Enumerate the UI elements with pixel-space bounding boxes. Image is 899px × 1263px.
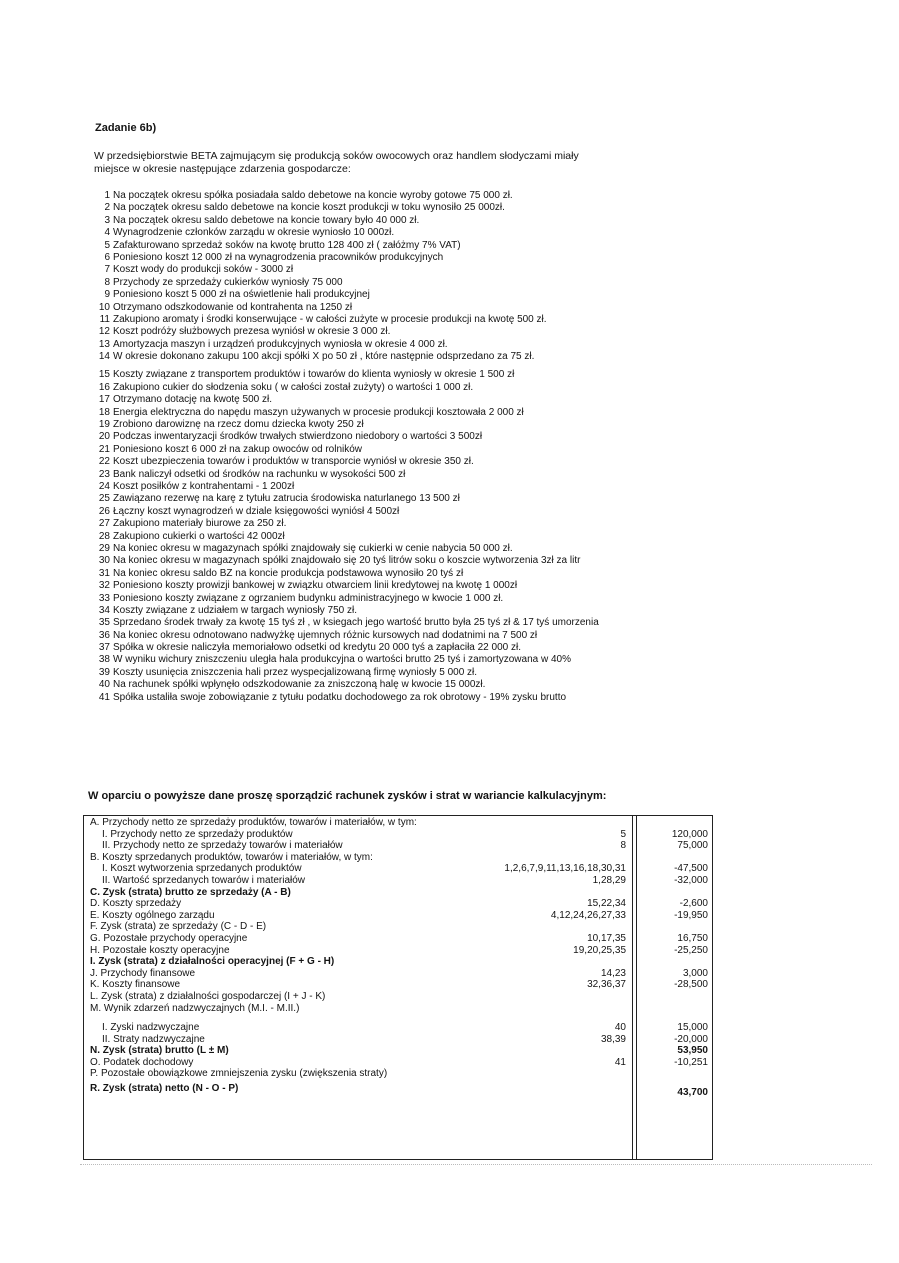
event-number: 19 xyxy=(98,419,110,431)
event-number: 2 xyxy=(104,202,110,214)
list-item xyxy=(94,302,599,314)
event-text: Na początek okresu saldo debetowe na koncie towary było 40 000 zł. xyxy=(113,214,420,226)
row-ref: 15,22,34 xyxy=(587,898,626,910)
event-number: 10 xyxy=(98,301,110,313)
event-number: 14 xyxy=(98,351,110,363)
event-text: Spółka w okresie naliczyła memoriałowo odsetki od kredytu 20 000 tyś a zapłaciła 22 000 zł. xyxy=(113,642,521,654)
table-row xyxy=(84,956,712,968)
event-text: Zafakturowano sprzedaż soków na kwotę brutto 128 400 zł ( załóżmy 7% VAT) xyxy=(113,239,461,251)
event-text: Zakupiono materiały biurowe za 250 zł. xyxy=(113,518,287,530)
row-amount: -19,950 xyxy=(674,909,708,921)
event-text: Na koniec okresu w magazynach spółki znajdowały się cukierki w cenie nabycia 50 000 zł. xyxy=(113,542,513,554)
event-number: 36 xyxy=(98,629,110,641)
event-text: Na koniec okresu w magazynach spółki znajdowało się 20 tyś litrów soku o koszcie wytworzenia 3zł za litr xyxy=(113,555,581,567)
row-ref: 1,28,29 xyxy=(592,874,626,886)
row-amount: 15,000 xyxy=(677,1022,708,1034)
table-row xyxy=(84,1045,712,1057)
event-number: 31 xyxy=(98,567,110,579)
row-amount: -20,000 xyxy=(674,1033,708,1045)
event-text: Na początek okresu spółka posiadała saldo debetowe na koncie wyroby gotowe 75 000 zł. xyxy=(113,190,513,201)
table-row xyxy=(84,852,712,864)
event-number: 38 xyxy=(98,654,110,666)
list-item xyxy=(94,456,599,468)
row-ref: 8 xyxy=(620,840,626,852)
statement-rows xyxy=(84,817,712,1098)
event-number: 22 xyxy=(98,456,110,468)
event-text: Łączny koszt wynagrodzeń w dziale księgowości wyniósł 4 500zł xyxy=(113,505,400,517)
list-item xyxy=(94,481,599,493)
list-item xyxy=(94,431,599,443)
table-row xyxy=(84,991,712,1003)
event-number: 39 xyxy=(98,666,110,678)
table-row xyxy=(84,921,712,933)
list-item xyxy=(94,407,599,419)
row-ref: 40 xyxy=(614,1022,626,1034)
table-row xyxy=(84,875,712,887)
intro-paragraph: W przedsiębiorstwie BETA zajmującym się produkcją soków owocowych oraz handlem słodyczami miały miejsce w okresie następujące zdarzenia gospodarcze: xyxy=(94,150,579,175)
event-number: 3 xyxy=(104,214,110,226)
list-item xyxy=(94,227,599,239)
list-item xyxy=(94,667,599,679)
row-label: F. Zysk (strata) ze sprzedaży (C - D - E) xyxy=(90,921,267,933)
row-label: R. Zysk (strata) netto (N - O - P) xyxy=(90,1083,239,1095)
list-item xyxy=(94,252,599,264)
list-item xyxy=(94,555,599,567)
event-text: Wynagrodzenie członków zarządu w okresie wyniosło 10 000zł. xyxy=(113,227,395,239)
event-number: 40 xyxy=(98,679,110,691)
event-text: Zakupiono cukierki o wartości 42 000zł xyxy=(113,530,285,542)
event-number: 16 xyxy=(98,381,110,393)
row-amount: -32,000 xyxy=(674,874,708,886)
row-amount: -2,600 xyxy=(679,898,708,910)
row-label: I. Zysk (strata) z działalności operacyjnej (F + G - H) xyxy=(90,956,335,968)
row-label: I. Koszt wytworzenia sprzedanych produktów xyxy=(102,863,302,875)
table-row xyxy=(84,1068,712,1080)
list-item xyxy=(94,382,599,394)
list-item xyxy=(94,289,599,301)
list-item xyxy=(94,605,599,617)
table-row xyxy=(84,1003,712,1015)
row-label: N. Zysk (strata) brutto (L ± M) xyxy=(90,1045,229,1057)
event-text: Przychody ze sprzedaży cukierków wyniosły 75 000 xyxy=(113,276,343,288)
row-label: II. Przychody netto ze sprzedaży towarów i materiałów xyxy=(102,840,343,852)
event-number: 11 xyxy=(99,313,110,325)
event-text: Poniesiono koszt 6 000 zł na zakup owoców od rolników xyxy=(113,443,363,455)
table-row xyxy=(84,887,712,899)
row-label: E. Koszty ogólnego zarządu xyxy=(90,909,215,921)
event-number: 5 xyxy=(104,239,110,251)
event-number: 12 xyxy=(98,326,110,338)
event-text: Na koniec okresu odnotowano nadwyżkę ujemnych różnic kursowych nad dodatnimi na 7 500 zł xyxy=(113,629,538,641)
row-label: I. Przychody netto ze sprzedaży produktów xyxy=(102,828,293,840)
event-number: 8 xyxy=(104,276,110,288)
row-ref: 19,20,25,35 xyxy=(573,944,626,956)
list-item xyxy=(94,568,599,580)
event-text: Koszt posiłków z kontrahentami - 1 200zł xyxy=(113,480,295,492)
list-item xyxy=(94,506,599,518)
event-text: Koszty związane z udziałem w targach wyniosły 750 zł. xyxy=(113,604,357,616)
table-row xyxy=(84,1022,712,1034)
table-row xyxy=(84,1057,712,1069)
row-amount: -28,500 xyxy=(674,979,708,991)
event-number: 6 xyxy=(104,251,110,263)
event-text: Sprzedano środek trwały za kwotę 15 tyś zł , w ksiegach jego wartość brutto była 25 tyś zł & 17 tyś umorzenia xyxy=(113,617,599,629)
row-label: K. Koszty finansowe xyxy=(90,979,181,991)
row-label: II. Wartość sprzedanych towarów i materiałów xyxy=(102,874,306,886)
event-text: Zakupiono aromaty i środki konserwujące - w całości zużyte w procesie produkcji na kwotę 500 zł. xyxy=(113,313,547,325)
table-row xyxy=(84,945,712,957)
row-label: II. Straty nadzwyczajne xyxy=(102,1033,205,1045)
list-item xyxy=(94,692,599,704)
row-amount: -25,250 xyxy=(674,944,708,956)
instruction-heading: W oparciu o powyższe dane proszę sporządzić rachunek zysków i strat w wariancie kalkulacyjnym: xyxy=(88,790,607,802)
row-amount: 3,000 xyxy=(682,967,708,979)
divider xyxy=(80,1164,872,1165)
list-item xyxy=(94,543,599,555)
list-item xyxy=(94,580,599,592)
list-item xyxy=(94,394,599,406)
table-row xyxy=(84,863,712,875)
row-label: P. Pozostałe obowiązkowe zmniejszenia zysku (zwiększenia straty) xyxy=(90,1068,388,1080)
event-number: 24 xyxy=(98,480,110,492)
event-text: Podczas inwentaryzacji środków trwałych stwierdzono niedobory o wartości 3 500zł xyxy=(113,431,483,443)
event-number: 33 xyxy=(98,592,110,604)
list-item xyxy=(94,314,599,326)
event-number: 23 xyxy=(98,468,110,480)
event-text: Zawiązano rezerwę na karę z tytułu zatrucia środowiska naturlanego 13 500 zł xyxy=(113,493,460,505)
event-number: 27 xyxy=(98,518,110,530)
list-item xyxy=(94,240,599,252)
event-number: 30 xyxy=(98,555,110,567)
event-number: 32 xyxy=(98,580,110,592)
list-item xyxy=(94,264,599,276)
list-item xyxy=(94,351,599,363)
event-text: Poniesiono koszt 12 000 zł na wynagrodzenia pracowników produkcyjnych xyxy=(113,251,444,263)
event-text: Bank naliczył odsetki od środków na rachunku w wysokości 500 zł xyxy=(113,468,406,480)
row-amount: 43,700 xyxy=(677,1087,708,1099)
event-number: 35 xyxy=(98,617,110,629)
event-text: Poniesiono koszty prowizji bankowej w związku otwarciem linii kredytowej na kwotę 1 000zł xyxy=(113,580,518,592)
income-statement-table xyxy=(83,815,713,1160)
row-ref: 1,2,6,7,9,11,13,16,18,30,31 xyxy=(504,863,626,875)
event-number: 9 xyxy=(104,289,110,301)
row-amount: 120,000 xyxy=(671,828,708,840)
list-item xyxy=(94,190,599,202)
event-text: Amortyzacja maszyn i urządzeń produkcyjnych wyniosła w okresie 4 000 zł. xyxy=(113,338,448,350)
event-text: Na rachunek spółki wpłynęło odszkodowanie za zniszczoną halę w kwocie 15 000zł. xyxy=(113,679,486,691)
row-label: O. Podatek dochodowy xyxy=(90,1056,194,1068)
row-label: A. Przychody netto ze sprzedaży produktów, towarów i materiałów, w tym: xyxy=(90,817,417,828)
list-item xyxy=(94,339,599,351)
row-ref: 32,36,37 xyxy=(587,979,626,991)
row-label: I. Zyski nadzwyczajne xyxy=(102,1022,200,1034)
event-number: 18 xyxy=(98,406,110,418)
event-text: Koszt podróży służbowych prezesa wyniósł w okresie 3 000 zł. xyxy=(113,326,391,338)
task-title: Zadanie 6b) xyxy=(95,122,157,134)
list-item xyxy=(94,419,599,431)
event-number: 7 xyxy=(104,264,110,276)
list-item xyxy=(94,531,599,543)
list-item xyxy=(94,202,599,214)
row-label: J. Przychody finansowe xyxy=(90,967,196,979)
event-number: 1 xyxy=(104,190,110,201)
row-amount: -47,500 xyxy=(674,863,708,875)
row-label: G. Pozostałe przychody operacyjne xyxy=(90,932,248,944)
event-text: Koszty usunięcia zniszczenia hali przez wyspecjalizowaną firmę wyniosły 5 000 zł. xyxy=(113,666,478,678)
row-label: B. Koszty sprzedanych produktów, towarów i materiałów, w tym: xyxy=(90,851,373,863)
event-text: Poniesiono koszt 5 000 zł na oświetlenie hali produkcyjnej xyxy=(113,289,370,301)
row-label: H. Pozostałe koszty operacyjne xyxy=(90,944,230,956)
row-ref: 14,23 xyxy=(600,967,626,979)
event-number: 41 xyxy=(98,691,110,703)
events-list xyxy=(94,190,599,704)
event-text: Energia elektryczna do napędu maszyn używanych w procesie produkcji kosztowała 2 000 zł xyxy=(113,406,524,418)
event-text: Zrobiono darowiznę na rzecz domu dziecka kwoty 250 zł xyxy=(113,419,364,431)
row-amount: 16,750 xyxy=(677,932,708,944)
event-text: Na początek okresu saldo debetowe na koncie koszt produkcji w toku wynosiło 25 000zł. xyxy=(113,202,505,214)
table-row xyxy=(84,817,712,829)
list-item xyxy=(94,369,599,381)
row-label: D. Koszty sprzedaży xyxy=(90,898,182,910)
row-amount: 53,950 xyxy=(677,1045,708,1057)
row-ref: 4,12,24,26,27,33 xyxy=(550,909,626,921)
list-item xyxy=(94,326,599,338)
row-ref: 10,17,35 xyxy=(587,932,626,944)
table-row xyxy=(84,933,712,945)
list-item xyxy=(94,518,599,530)
event-number: 15 xyxy=(98,369,110,381)
event-text: Zakupiono cukier do słodzenia soku ( w całości został zużyty) o wartości 1 000 zł. xyxy=(113,381,474,393)
table-row xyxy=(84,979,712,991)
table-row xyxy=(84,968,712,980)
list-item xyxy=(94,469,599,481)
event-number: 17 xyxy=(98,394,110,406)
event-text: Koszty związane z transportem produktów i towarów do klienta wyniosły w okresie 1 500 zł xyxy=(113,369,515,381)
event-number: 26 xyxy=(98,505,110,517)
row-ref: 38,39 xyxy=(600,1033,626,1045)
table-row xyxy=(84,1034,712,1046)
event-text: Koszt ubezpieczenia towarów i produktów w transporcie wyniósł w okresie 350 zł. xyxy=(113,456,474,468)
event-number: 34 xyxy=(98,604,110,616)
event-text: Otrzymano dotację na kwotę 500 zł. xyxy=(113,394,272,406)
list-item xyxy=(94,215,599,227)
event-number: 37 xyxy=(98,642,110,654)
event-text: Otrzymano odszkodowanie od kontrahenta na 1250 zł xyxy=(113,301,353,313)
event-number: 13 xyxy=(98,338,110,350)
row-ref: 5 xyxy=(620,828,626,840)
table-row xyxy=(84,1080,712,1098)
table-row xyxy=(84,898,712,910)
event-number: 20 xyxy=(98,431,110,443)
row-label: L. Zysk (strata) z działalności gospodarczej (I + J - K) xyxy=(90,990,326,1002)
event-text: Koszt wody do produkcji soków - 3000 zł xyxy=(113,264,294,276)
event-number: 28 xyxy=(98,530,110,542)
event-number: 29 xyxy=(98,542,110,554)
event-text: Poniesiono koszty związane z ogrzaniem budynku administracyjnego w kwocie 1 000 zł. xyxy=(113,592,504,604)
event-text: W wyniku wichury zniszczeniu uległa hala produkcyjna o wartości brutto 25 tyś i zamortyzowana w 40% xyxy=(113,654,571,666)
list-item xyxy=(94,654,599,666)
row-ref: 41 xyxy=(614,1056,626,1068)
event-text: Na koniec okresu saldo BZ na koncie produkcja podstawowa wynosiło 20 tyś zł xyxy=(113,567,464,579)
table-row xyxy=(84,829,712,841)
list-item xyxy=(94,617,599,629)
row-label: C. Zysk (strata) brutto ze sprzedaży (A - B) xyxy=(90,886,291,898)
event-number: 21 xyxy=(98,443,110,455)
list-item xyxy=(94,277,599,289)
list-item xyxy=(94,593,599,605)
event-number: 4 xyxy=(104,227,110,239)
row-amount: -10,251 xyxy=(674,1056,708,1068)
list-item xyxy=(94,642,599,654)
row-label: M. Wynik zdarzeń nadzwyczajnych (M.I. - M.II.) xyxy=(90,1002,300,1014)
event-text: Spółka ustaliła swoje zobowiązanie z tytułu podatku dochodowego za rok obrotowy - 19% zysku brutto xyxy=(113,691,567,703)
table-row xyxy=(84,840,712,852)
row-amount: 75,000 xyxy=(677,840,708,852)
table-row xyxy=(84,910,712,922)
list-item xyxy=(94,630,599,642)
list-item xyxy=(94,493,599,505)
event-number: 25 xyxy=(98,493,110,505)
event-text: W okresie dokonano zakupu 100 akcji spółki X po 50 zł , które następnie odsprzedano za 75 zł. xyxy=(113,351,535,363)
list-item xyxy=(94,679,599,691)
list-item xyxy=(94,444,599,456)
